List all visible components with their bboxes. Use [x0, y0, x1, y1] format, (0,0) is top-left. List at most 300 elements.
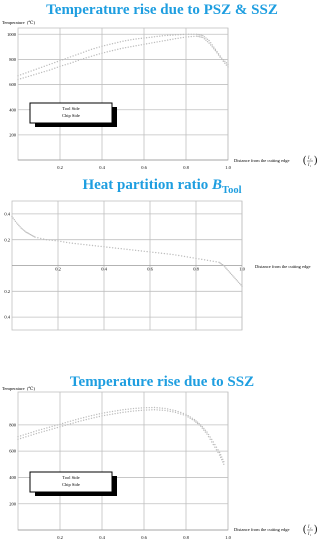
y-tick-label: 400	[9, 107, 16, 113]
data-point	[213, 46, 214, 47]
data-point	[196, 35, 197, 36]
data-point	[199, 34, 200, 35]
data-point	[216, 449, 217, 450]
data-point	[216, 447, 217, 448]
data-point	[80, 418, 81, 419]
data-point	[67, 63, 68, 64]
data-point	[183, 413, 184, 414]
data-point	[65, 425, 66, 426]
chart-temp-ssz	[0, 372, 324, 539]
data-point	[228, 270, 229, 271]
data-point	[62, 65, 63, 66]
data-point	[222, 264, 223, 265]
chart-heat-partition-ratio	[0, 175, 324, 340]
data-point	[217, 452, 218, 453]
data-series-tool-side	[17, 35, 228, 80]
data-point	[183, 34, 184, 35]
data-point	[109, 247, 110, 248]
x-axis-label-num-sub: c	[310, 157, 312, 161]
data-point	[231, 274, 232, 275]
data-point	[175, 34, 176, 35]
data-point	[210, 44, 211, 45]
data-point	[72, 243, 73, 244]
data-point	[65, 58, 66, 59]
x-axis-label-paren-open: (	[303, 155, 307, 166]
data-point	[46, 430, 47, 431]
data-point	[172, 411, 173, 412]
data-point	[23, 229, 24, 230]
data-point	[205, 430, 206, 431]
data-point	[196, 34, 197, 35]
data-point	[130, 411, 131, 412]
data-point	[91, 418, 92, 419]
data-point	[46, 239, 47, 240]
data-point	[28, 433, 29, 434]
data-point	[227, 66, 228, 67]
data-point	[30, 70, 31, 71]
data-point	[237, 280, 238, 281]
data-point	[141, 407, 142, 408]
data-point	[164, 35, 165, 36]
data-point	[86, 57, 87, 58]
data-point	[126, 249, 127, 250]
y-tick-label: 800	[9, 57, 16, 63]
data-point	[180, 37, 181, 38]
data-point	[118, 248, 119, 249]
x-axis-label-paren-close: )	[314, 155, 318, 166]
data-point	[175, 412, 176, 413]
data-point	[33, 431, 34, 432]
data-point	[159, 409, 160, 410]
data-point	[28, 435, 29, 436]
data-point	[181, 255, 182, 256]
data-series-tool-side	[17, 409, 224, 465]
data-point	[172, 409, 173, 410]
data-point	[219, 262, 220, 263]
data-point	[130, 408, 131, 409]
y-tick-label: 400	[9, 475, 16, 481]
data-point	[185, 415, 186, 416]
data-point	[65, 64, 66, 65]
data-point	[96, 54, 97, 55]
data-point	[96, 414, 97, 415]
data-point	[51, 68, 52, 69]
data-point	[170, 411, 171, 412]
data-point	[221, 456, 222, 457]
x-axis-label: Distance from the cutting edge	[255, 264, 311, 269]
data-point	[187, 256, 188, 257]
y-tick-label: 200	[9, 132, 16, 138]
data-point	[86, 419, 87, 420]
data-point	[24, 230, 25, 231]
data-point	[149, 43, 150, 44]
x-axis-label-paren-open: (	[303, 524, 307, 535]
data-point	[193, 34, 194, 35]
data-point	[125, 40, 126, 41]
data-point	[213, 444, 214, 445]
data-point	[197, 422, 198, 423]
data-point	[204, 38, 205, 39]
data-point	[190, 416, 191, 417]
data-point	[91, 49, 92, 50]
data-point	[191, 34, 192, 35]
data-point	[220, 454, 221, 455]
data-point	[167, 253, 168, 254]
data-point	[114, 42, 115, 43]
data-point	[190, 257, 191, 258]
data-point	[224, 266, 225, 267]
data-point	[172, 34, 173, 35]
y-tick-label: 0.4	[4, 314, 10, 320]
data-point	[224, 61, 225, 62]
data-point	[204, 36, 205, 37]
x-tick-label: 1.0	[225, 535, 231, 539]
x-tick-label: 1.0	[225, 165, 231, 170]
data-point	[180, 412, 181, 413]
data-point	[214, 447, 215, 448]
data-point	[125, 411, 126, 412]
data-point	[25, 76, 26, 77]
data-point	[46, 65, 47, 66]
data-point	[151, 407, 152, 408]
data-point	[70, 423, 71, 424]
data-point	[12, 217, 13, 218]
data-point	[158, 252, 159, 253]
data-point	[104, 412, 105, 413]
data-point	[33, 69, 34, 70]
data-point	[156, 409, 157, 410]
data-point	[34, 236, 35, 237]
data-point	[125, 47, 126, 48]
data-point	[234, 278, 235, 279]
data-point	[239, 283, 240, 284]
x-axis-label-den: l	[308, 163, 310, 168]
data-point	[17, 224, 18, 225]
data-point	[141, 250, 142, 251]
data-point	[88, 418, 89, 419]
data-point	[210, 42, 211, 43]
data-point	[215, 49, 216, 50]
data-point	[92, 245, 93, 246]
data-point	[20, 74, 21, 75]
data-point	[146, 407, 147, 408]
data-point	[95, 245, 96, 246]
data-point	[117, 49, 118, 50]
data-point	[195, 422, 196, 423]
data-point	[106, 246, 107, 247]
data-point	[175, 410, 176, 411]
data-point	[122, 409, 123, 410]
data-point	[109, 414, 110, 415]
data-point	[149, 407, 150, 408]
data-point	[141, 44, 142, 45]
data-point	[62, 425, 63, 426]
x-tick-label: 0.8	[183, 535, 189, 539]
data-point	[51, 63, 52, 64]
chart-title: Temperature rise due to PSZ & SSZ	[46, 2, 278, 18]
y-tick-label: 200	[9, 501, 16, 507]
data-point	[183, 414, 184, 415]
x-tick-label: 0.8	[193, 266, 199, 272]
data-point	[200, 425, 201, 426]
chart-plot	[0, 0, 324, 175]
data-point	[22, 228, 23, 229]
data-point	[164, 410, 165, 411]
data-point	[112, 411, 113, 412]
data-point	[222, 459, 223, 460]
data-point	[120, 48, 121, 49]
data-point	[125, 409, 126, 410]
data-point	[99, 413, 100, 414]
data-point	[146, 37, 147, 38]
data-point	[211, 439, 212, 440]
data-point	[49, 429, 50, 430]
data-point	[43, 238, 44, 239]
data-point	[78, 60, 79, 61]
data-point	[59, 60, 60, 61]
legend-entry: Chip Side	[62, 113, 80, 118]
data-point	[11, 216, 12, 217]
data-point	[135, 38, 136, 39]
data-point	[159, 407, 160, 408]
data-point	[41, 67, 42, 68]
data-point	[200, 424, 201, 425]
data-point	[225, 267, 226, 268]
data-point	[154, 42, 155, 43]
data-point	[149, 37, 150, 38]
chart-title: Heat partition ratio $B_{Tool}$	[82, 177, 242, 196]
data-point	[40, 238, 41, 239]
data-point	[197, 34, 198, 35]
data-point	[59, 424, 60, 425]
data-point	[107, 414, 108, 415]
data-point	[14, 219, 15, 220]
data-point	[62, 423, 63, 424]
data-point	[155, 252, 156, 253]
data-point	[178, 255, 179, 256]
data-point	[112, 247, 113, 248]
data-point	[192, 419, 193, 420]
data-point	[57, 67, 58, 68]
data-point	[49, 239, 50, 240]
data-point	[152, 252, 153, 253]
data-point	[93, 48, 94, 49]
data-point	[59, 66, 60, 67]
data-point	[191, 36, 192, 37]
data-point	[201, 36, 202, 37]
x-tick-label: 0.6	[147, 266, 153, 272]
data-point	[205, 431, 206, 432]
data-point	[232, 275, 233, 276]
data-point	[88, 416, 89, 417]
data-point	[209, 436, 210, 437]
data-point	[83, 420, 84, 421]
data-point	[44, 66, 45, 67]
data-point	[107, 44, 108, 45]
data-point	[240, 284, 241, 285]
data-point	[104, 45, 105, 46]
data-point	[188, 36, 189, 37]
data-point	[151, 42, 152, 43]
data-point	[172, 38, 173, 39]
data-point	[184, 256, 185, 257]
data-point	[156, 407, 157, 408]
data-point	[112, 50, 113, 51]
data-point	[17, 439, 18, 440]
data-point	[132, 249, 133, 250]
data-point	[72, 420, 73, 421]
data-point	[135, 45, 136, 46]
data-point	[198, 424, 199, 425]
data-point	[100, 246, 101, 247]
data-point	[218, 54, 219, 55]
data-point	[149, 409, 150, 410]
data-point	[98, 245, 99, 246]
y-tick-label: 0.2	[4, 237, 10, 243]
data-point	[93, 414, 94, 415]
data-point	[17, 79, 18, 80]
data-point	[213, 48, 214, 49]
x-axis-label-num-sub: c	[310, 526, 312, 530]
data-point	[54, 68, 55, 69]
data-point	[80, 244, 81, 245]
data-point	[177, 38, 178, 39]
data-point	[41, 429, 42, 430]
data-point	[130, 39, 131, 40]
data-point	[164, 408, 165, 409]
data-point	[154, 409, 155, 410]
data-point	[38, 432, 39, 433]
data-point	[202, 426, 203, 427]
data-point	[93, 55, 94, 56]
data-point	[159, 35, 160, 36]
data-point	[83, 417, 84, 418]
data-point	[30, 75, 31, 76]
data-point	[37, 237, 38, 238]
y-tick-label: 600	[9, 448, 16, 454]
data-point	[201, 259, 202, 260]
data-point	[103, 246, 104, 247]
data-point	[202, 35, 203, 36]
data-point	[57, 427, 58, 428]
data-point	[72, 62, 73, 63]
data-point	[219, 57, 220, 58]
data-point	[199, 36, 200, 37]
data-point	[122, 47, 123, 48]
data-point	[70, 63, 71, 64]
data-point	[17, 75, 18, 76]
data-point	[227, 64, 228, 65]
data-point	[72, 422, 73, 423]
data-point	[57, 424, 58, 425]
x-tick-label: 0.6	[141, 165, 147, 170]
data-point	[69, 242, 70, 243]
data-point	[170, 409, 171, 410]
data-point	[180, 34, 181, 35]
data-series	[11, 216, 242, 287]
data-point	[25, 434, 26, 435]
data-point	[88, 50, 89, 51]
data-point	[30, 432, 31, 433]
data-point	[226, 62, 227, 63]
data-point	[143, 409, 144, 410]
data-point	[207, 41, 208, 42]
x-axis-label: Distance from the cutting edge	[234, 527, 290, 532]
data-point	[212, 44, 213, 45]
data-point	[210, 260, 211, 261]
data-point	[19, 226, 20, 227]
data-point	[208, 42, 209, 43]
data-point	[123, 248, 124, 249]
data-point	[193, 36, 194, 37]
data-point	[143, 37, 144, 38]
data-point	[46, 70, 47, 71]
chart-temp-psz-ssz	[0, 0, 324, 175]
data-point	[86, 416, 87, 417]
data-point	[223, 61, 224, 62]
data-point	[143, 44, 144, 45]
data-point	[197, 423, 198, 424]
data-point	[167, 35, 168, 36]
data-point	[133, 39, 134, 40]
chart-plot	[0, 175, 324, 340]
data-point	[169, 254, 170, 255]
data-point	[75, 419, 76, 420]
data-point	[138, 45, 139, 46]
data-point	[122, 41, 123, 42]
data-point	[156, 41, 157, 42]
data-point	[38, 429, 39, 430]
data-point	[65, 422, 66, 423]
data-point	[162, 410, 163, 411]
data-point	[117, 42, 118, 43]
data-point	[93, 417, 94, 418]
data-point	[207, 260, 208, 261]
data-point	[57, 240, 58, 241]
y-tick-label: 600	[9, 82, 16, 88]
data-point	[192, 257, 193, 258]
data-point	[161, 253, 162, 254]
data-series-chip-side	[17, 407, 224, 463]
data-point	[120, 41, 121, 42]
data-point	[226, 64, 227, 65]
data-point	[215, 261, 216, 262]
data-point	[129, 249, 130, 250]
data-point	[44, 431, 45, 432]
data-point	[104, 52, 105, 53]
data-point	[194, 420, 195, 421]
data-point	[107, 412, 108, 413]
data-point	[99, 46, 100, 47]
data-point	[203, 428, 204, 429]
data-point	[146, 251, 147, 252]
data-point	[162, 35, 163, 36]
data-point	[156, 36, 157, 37]
data-point	[229, 271, 230, 272]
y-tick-label: 0.2	[4, 288, 10, 294]
data-point	[36, 68, 37, 69]
legend	[30, 472, 117, 496]
data-point	[78, 421, 79, 422]
data-point	[80, 59, 81, 60]
x-tick-label: 1.0	[239, 266, 245, 272]
data-point	[236, 279, 237, 280]
data-point	[167, 408, 168, 409]
data-point	[51, 426, 52, 427]
data-point	[23, 77, 24, 78]
data-point	[83, 244, 84, 245]
data-point	[223, 265, 224, 266]
